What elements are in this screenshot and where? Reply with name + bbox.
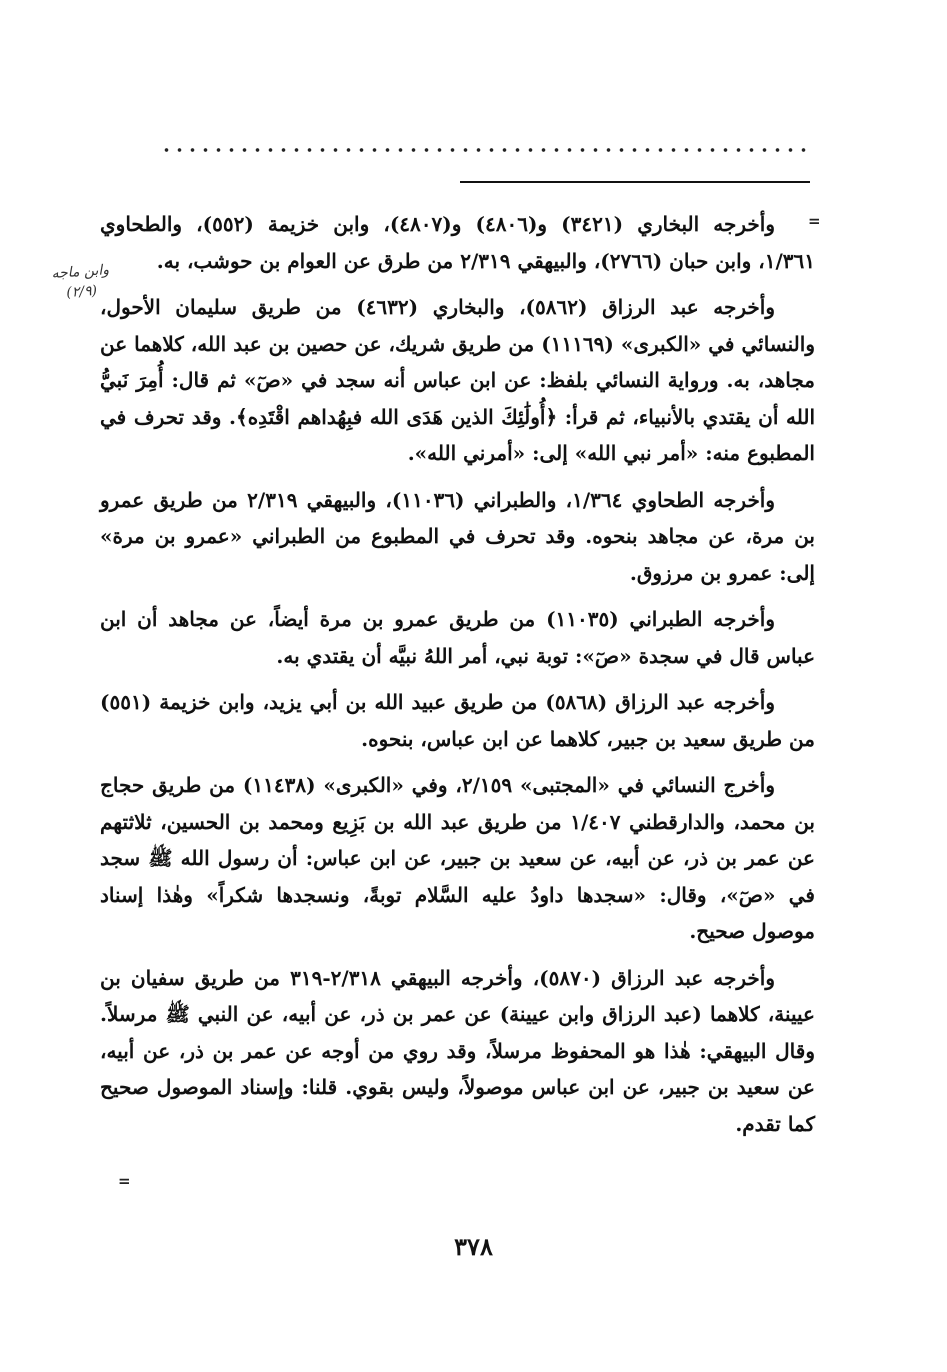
footnote-paragraph: وأخرجه عبد الرزاق (٥٨٦٢)، والبخاري (٤٦٣٢) من طريق سليمان الأحول، والنسائي في «الكبرى» (١١١٦٩) من طريق شريك، عن حصين بن عبد الله، كلاهما عن مجاهد، به. ورواية النسائي بلفظ: عن ابن عباس أنه سجد في «صٓ» ثم قال: أُمِرَ نَبيُّ الله أن يقتدي بالأنبياء، ثم قرأ: ﴿أُولَٰئِكَ الذين هَدَى الله فبِهُداهم اقْتَدِه﴾. وقد تحرف في المطبوع منه: «أمر نبي الله» إلى: «أمرني الله». — [100, 295, 815, 465]
continuation-mark-top: = — [808, 212, 821, 230]
footnote-paragraph: وأخرجه البخاري (٣٤٢١) و(٤٨٠٦) و(٤٨٠٧)، وابن خزيمة (٥٥٢)، والطحاوي ١/٣٦١، وابن حبان (٢٧٦٦)، والبيهقي ٢/٣١٩ من طرق عن العوام بن حوشب، به. — [100, 212, 815, 273]
handwritten-margin-note: وابن ماجه (٢/٩) — [51, 262, 110, 302]
footnotes-block — [100, 206, 815, 1152]
footnote-paragraph: وأخرجه الطبراني (١١٠٣٥) من طريق عمرو بن مرة أيضاً، عن مجاهد أن ابن عباس قال في سجدة «صٓ»: توبة نبي، أمر اللهُ نبيَّه أن يقتدي به. — [100, 607, 815, 668]
footnote-paragraph: وأخرجه عبد الرزاق (٥٨٦٨) من طريق عبيد الله بن أبي يزيد، وابن خزيمة (٥٥١) من طريق سعيد بن جبير، كلاهما عن ابن عباس، بنحوه. — [100, 690, 815, 751]
footnote-rule — [460, 181, 810, 183]
footnote-paragraph: وأخرجه عبد الرزاق (٥٨٧٠)، وأخرجه البيهقي ٢/٣١٨-٣١٩ من طريق سفيان بن عيينة، كلاهما (عبد الرزاق وابن عيينة) عن عمر بن ذر، عن أبيه، عن النبي ﷺ مرسلاً. وقال البيهقي: هٰذا هو المحفوظ مرسلاً، وقد روي من أوجه عن عمر بن ذر، عن أبيه، عن سعيد بن جبير، عن ابن عباس موصولاً، وليس بقوي. قلنا: وإسناد الموصول صحيح كما تقدم. — [100, 965, 815, 1136]
continuation-mark-bottom: = — [118, 1172, 131, 1190]
footnote-paragraph: وأخرج النسائي في «المجتبى» ٢/١٥٩، وفي «الكبرى» (١١٤٣٨) من طريق حجاج بن محمد، والدارقطني ١/٤٠٧ من طريق عبد الله بن بَزِيع ومحمد بن الحسين، ثلاثتهم عن عمر بن ذر، عن أبيه، عن سعيد بن جبير، عن ابن عباس: أن رسول الله ﷺ سجد في «صٓ»، وقال: «سجدها داودُ عليه السَّلام توبةً، ونسجدها شكراً» وهٰذا إسناد موصول صحيح. — [100, 773, 816, 943]
footnote-paragraph: وأخرجه الطحاوي ١/٣٦٤، والطبراني (١١٠٣٦)، والبيهقي ٢/٣١٩ من طريق عمرو بن مرة، عن مجاهد بنحوه. وقد تحرف في المطبوع من الطبراني «عمرو بن مرة» إلى: عمرو بن مرزوق. — [100, 487, 815, 585]
dotted-separator — [160, 144, 810, 156]
page-number: ٣٧٨ — [454, 1232, 493, 1261]
